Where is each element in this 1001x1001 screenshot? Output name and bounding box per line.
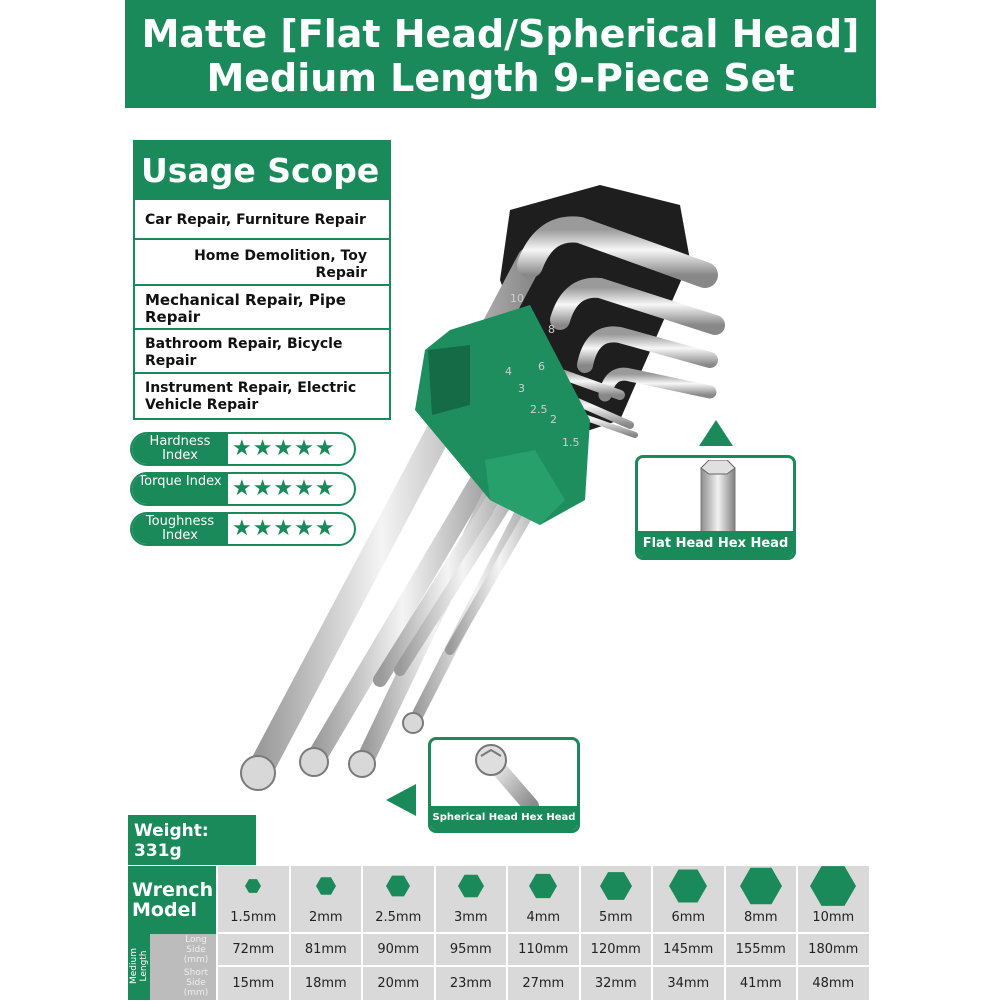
usage-item-text: Home Demolition, Toy Repair [194, 248, 367, 281]
spec-table [128, 866, 874, 1000]
rating-label: Toughness Index [132, 514, 228, 544]
size-column-header [363, 866, 434, 932]
usage-item-text: Bathroom Repair, Bicycle Repair [145, 336, 343, 369]
size-label: 8mm [743, 910, 778, 925]
flat-head-caption: Flat Head Hex Head [638, 531, 793, 557]
long-side-cell: 145mm [653, 934, 724, 965]
size-label: 3mm [453, 910, 488, 925]
long-side-label: Long Side (mm) [183, 935, 209, 965]
short-side-cell: 15mm [218, 967, 289, 1000]
size-column-header [508, 866, 579, 932]
flat-hex-head-icon [693, 460, 743, 538]
usage-scope-heading: Usage Scope [135, 142, 389, 200]
size-mark: 8 [548, 323, 555, 336]
size-mark: 10 [510, 292, 524, 305]
weight-badge [128, 815, 256, 865]
long-side-cell: 90mm [363, 934, 434, 965]
long-side-cell: 120mm [581, 934, 652, 965]
size-column-header [581, 866, 652, 932]
size-mark: 2.5 [530, 403, 548, 416]
triangle-left-icon [384, 782, 418, 818]
holder-side-clip [428, 345, 470, 415]
long-side-cell: 110mm [508, 934, 579, 965]
usage-item-text: Car Repair, Furniture Repair [145, 212, 366, 228]
size-column-header [291, 866, 362, 932]
size-column-header [798, 866, 869, 932]
weight-value: 331g [134, 841, 182, 861]
weight-label: Weight: [134, 821, 209, 841]
short-side-cell: 34mm [653, 967, 724, 1000]
star-rating-icons: ★★★★★ [232, 516, 336, 541]
size-label: 2mm [308, 910, 343, 925]
medium-length-label: Medium Length [129, 948, 149, 984]
short-side-cell: 41mm [726, 967, 797, 1000]
size-label: 10mm [812, 910, 855, 925]
hex-size-icon [600, 870, 632, 902]
flat-head-callout [635, 455, 796, 560]
spherical-head-caption: Spherical Head Hex Head [431, 806, 577, 830]
rating-label: Hardness Index [132, 434, 228, 464]
size-column-header [726, 866, 797, 932]
wrench-model-header: Wrench Model [128, 866, 216, 934]
long-side-cell: 95mm [436, 934, 507, 965]
size-mark: 6 [538, 360, 545, 373]
size-column-header [218, 866, 289, 932]
spherical-head-callout [428, 737, 580, 833]
short-side-cell: 48mm [798, 967, 869, 1000]
short-side-cell: 20mm [363, 967, 434, 1000]
hex-size-icon [529, 872, 557, 900]
hex-size-icon [458, 873, 484, 899]
size-label: 5mm [598, 910, 633, 925]
title-line-2: Medium Length 9-Piece Set [206, 56, 795, 100]
medium-length-header [128, 934, 150, 1000]
short-side-header [150, 967, 216, 1000]
size-mark: 4 [505, 365, 512, 378]
size-label: 1.5mm [230, 910, 277, 925]
hex-size-icon [810, 863, 856, 909]
short-side-cell: 23mm [436, 967, 507, 1000]
hex-size-icon [245, 878, 261, 894]
size-column-header [653, 866, 724, 932]
title-line-1: Matte [Flat Head/Spherical Head] [141, 12, 860, 56]
long-side-cell: 155mm [726, 934, 797, 965]
short-side-label: Short Side (mm) [183, 968, 209, 998]
ball-hex-head-icon [471, 742, 541, 808]
short-side-cell: 27mm [508, 967, 579, 1000]
size-column-header [436, 866, 507, 932]
star-rating-icons: ★★★★★ [232, 436, 336, 461]
short-side-cell: 32mm [581, 967, 652, 1000]
long-side-header [150, 934, 216, 967]
star-rating-icons: ★★★★★ [232, 476, 336, 501]
size-mark: 1.5 [562, 436, 580, 449]
long-side-cell: 180mm [798, 934, 869, 965]
usage-item-text: Instrument Repair, Electric Vehicle Repair [145, 380, 357, 413]
size-label: 4mm [526, 910, 561, 925]
hex-size-icon [316, 876, 336, 896]
size-label: 2.5mm [375, 910, 422, 925]
size-label: 6mm [671, 910, 706, 925]
triangle-up-icon [697, 418, 735, 448]
size-mark: 2 [550, 413, 557, 426]
hex-size-icon [669, 867, 707, 905]
rating-label: Torque Index [132, 474, 228, 504]
size-mark: 3 [518, 382, 525, 395]
hex-size-icon [740, 865, 782, 907]
short-side-cell: 18mm [291, 967, 362, 1000]
long-side-cell: 72mm [218, 934, 289, 965]
hex-size-icon [386, 874, 410, 898]
title-banner [125, 0, 876, 108]
usage-item-text: Mechanical Repair, Pipe Repair [145, 291, 346, 326]
long-side-cell: 81mm [291, 934, 362, 965]
